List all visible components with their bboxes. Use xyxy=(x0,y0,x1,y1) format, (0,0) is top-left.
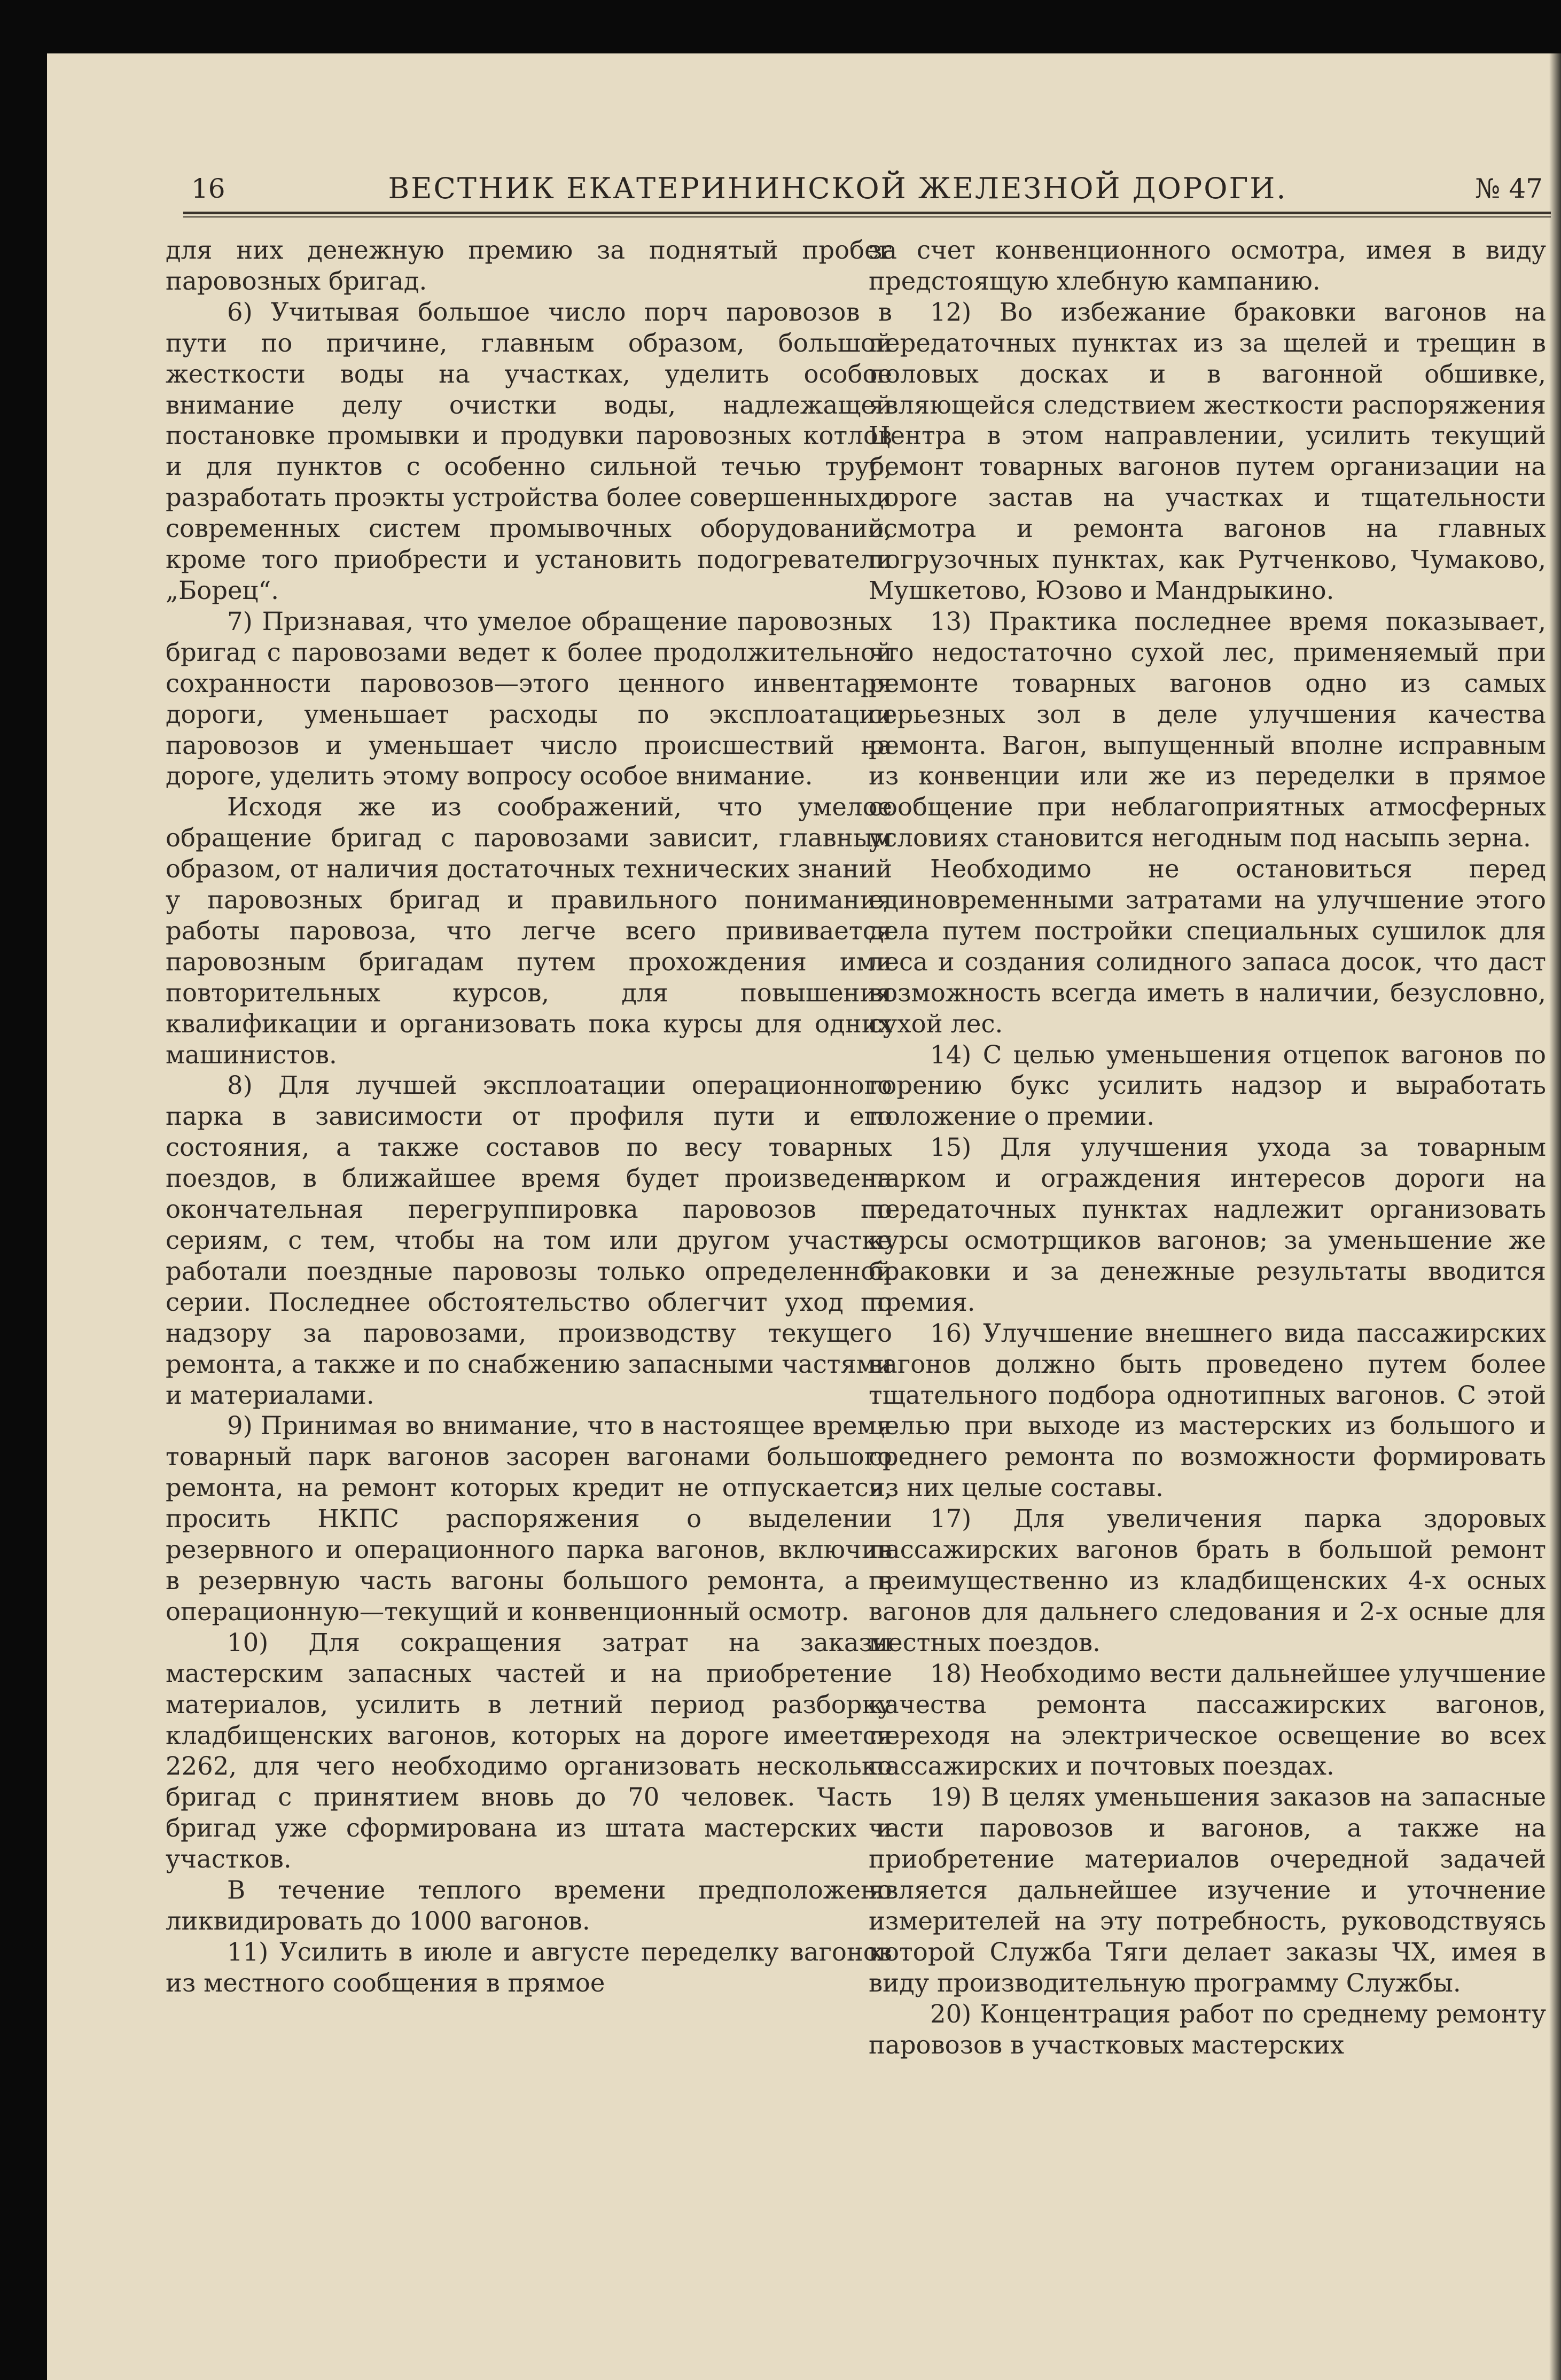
paragraph: 9) Принимая во внимание, что в настоящее время товарный парк вагонов засорен вагонами большого ремонта, на ремонт которых кредит не отпускается, просить НКПС распоряжения о выделении резервного и операционного парка вагонов, включив в резервную часть вагоны большого ремонта, а в операционную—текущий и конвенционный осмотр. xyxy=(166,1411,892,1626)
paragraph: Необходимо не остановиться перед единовременными затратами на улучшение этого дела путем постройки специальных сушилок для леса и создания солидного запаса досок, что даст возможность всегда иметь в наличии, безусловно, сухой лес. xyxy=(869,854,1546,1038)
page-header xyxy=(191,170,1543,207)
paragraph: 14) С целью уменьшения отцепок вагонов по горению букс усилить надзор и выработать положение о премии. xyxy=(869,1040,1546,1131)
paragraph: 7) Признавая, что умелое обращение паровозных бригад с паровозами ведет к более продолжительной сохранности паровозов—этого ценного инвентаря дороги, уменьшает расходы по эксплоатации паровозов и уменьшает число происшествий на дороге, уделить этому вопросу особое внимание. xyxy=(166,606,892,791)
paragraph: 11) Усилить в июле и августе переделку вагонов из местного сообщения в прямое xyxy=(166,1937,892,1997)
page-edge-shadow xyxy=(1549,53,1561,2380)
left-column xyxy=(166,235,892,2212)
paragraph: 8) Для лучшей эксплоатации операционного парка в зависимости от профиля пути и его состояния, а также составов по весу товарных поездов, в ближайшее время будет произведена окончательная перегруппировка паровозов по сериям, с тем, чтобы на том или другом участке работали поездные паровозы только определенной серии. Последнее обстоятельство облегчит уход по надзору за паровозами, производству текущего ремонта, а также и по снабжению запасными частями и материалами. xyxy=(166,1071,892,1410)
paragraph: 19) В целях уменьшения заказов на запасные части паровозов и вагонов, а также на приобретение материалов очередной задачей является дальнейшее изучение и уточнение измерителей на эту потребность, руководствуясь которой Служба Тяги делает заказы ЧХ, имея в виду производительную программу Службы. xyxy=(869,1783,1546,1997)
paragraph: за счет конвенционного осмотра, имея в виду предстоящую хлебную кампанию. xyxy=(869,236,1546,295)
paragraph: 10) Для сокращения затрат на заказы мастерским запасных частей и на приобретение материалов, усилить в летний период разборку кладбищенских вагонов, которых на дороге имеется 2262, для чего необходимо организовать несколько бригад с принятием вновь до 70 человек. Часть бригад уже сформирована из штата мастерских и участков. xyxy=(166,1628,892,1874)
paragraph: 20) Концентрация работ по среднему ремонту паровозов в участковых мастерских xyxy=(869,1999,1546,2059)
paragraph: В течение теплого времени предположено ликвидировать до 1000 вагонов. xyxy=(166,1876,892,1935)
paragraph: 16) Улучшение внешнего вида пассажирских вагонов должно быть проведено путем более тщательного подбора однотипных вагонов. С этой целью при выходе из мастерских из большого и среднего ремонта по возможности формировать из них целые составы. xyxy=(869,1318,1546,1503)
paragraph: Исходя же из соображений, что умелое обращение бригад с паровозами зависит, главным образом, от наличия достаточных технических знаний у паровозных бригад и правильного понимания работы паровоза, что легче всего прививается паровозным бригадам путем прохождения ими повторительных курсов, для повышения квалификации и организовать пока курсы для одних машинистов. xyxy=(166,792,892,1069)
paragraph: 15) Для улучшения ухода за товарным парком и ограждения интересов дороги на передаточных пунктах надлежит организовать курсы осмотрщиков вагонов; за уменьшение же браковки и за денежные результаты вводится премия. xyxy=(869,1133,1546,1317)
paragraph: 13) Практика последнее время показывает, что недостаточно сухой лес, применяемый при ремонте товарных вагонов одно из самых серьезных зол в деле улучшения качества ремонта. Вагон, выпущенный вполне исправным из конвенции или же из переделки в прямое сообщение при неблагоприятных атмосферных условиях становится негодным под насыпь зерна. xyxy=(869,606,1546,853)
paragraph: для них денежную премию за поднятый пробег паровозных бригад. xyxy=(166,236,892,295)
publication-title: ВЕСТНИК ЕКАТЕРИНИНСКОЙ ЖЕЛЕЗНОЙ ДОРОГИ. xyxy=(388,172,1287,205)
newspaper-page xyxy=(47,53,1561,2380)
paragraph: 6) Учитывая большое число порч паровозов в пути по причине, главным образом, большой жесткости воды на участках, уделить особое внимание делу очистки воды, надлежащей постановке промывки и продувки паровозных котлов и для пунктов с особенно сильной течью труб, разработать проэкты устройства более совершенных и современных систем промывочных оборудований, кроме того приобрести и установить подогреватели „Борец“. xyxy=(166,297,892,605)
page-number: 16 xyxy=(191,173,225,204)
paragraph: 12) Во избежание браковки вагонов на передаточных пунктах из за щелей и трещин в половых досках и в вагонной обшивке, являющейся следствием жесткости распоряжения Центра в этом направлении, усилить текущий ремонт товарных вагонов путем организации на дороге застав на участках и тщательности осмотра и ремонта вагонов на главных погрузочных пунктах, как Рутченково, Чумаково, Мушкетово, Юзово и Мандрыкино. xyxy=(869,297,1546,605)
right-column xyxy=(869,235,1546,2212)
paragraph: 17) Для увеличения парка здоровых пассажирских вагонов брать в большой ремонт преимущественно из кладбищенских 4-х осных вагонов для дальнего следования и 2-х осные для местных поездов. xyxy=(869,1504,1546,1657)
header-rule xyxy=(183,212,1551,217)
paragraph: 18) Необходимо вести дальнейшее улучшение качества ремонта пассажирских вагонов, переходя на электрическое освещение во всех пассажирских и почтовых поездах. xyxy=(869,1659,1546,1781)
issue-number: № 47 xyxy=(1475,173,1543,204)
